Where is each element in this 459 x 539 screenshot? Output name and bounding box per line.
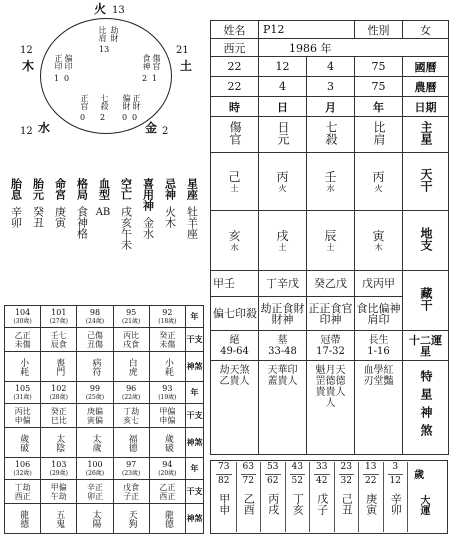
twelve-month-range: 17-32: [316, 345, 345, 357]
decade-luck-col: [335, 462, 360, 532]
wheel-inner-jiecai: 劫財: [110, 26, 119, 42]
wheel-inner-shangguan: 傷官: [152, 54, 161, 70]
decade-pillar: 丙戌: [266, 493, 280, 515]
info-minggong: 命宮 庚寅: [53, 178, 67, 228]
luck-shensha-cell: 小耗: [5, 352, 41, 382]
annual-luck-table: [4, 305, 204, 534]
wheel-water-count: 12: [20, 126, 33, 137]
twelve-hour-range: 49-64: [220, 345, 249, 357]
luck-year-cell: 92 (18歲): [149, 306, 185, 328]
info-xuexing: 血型 AB: [95, 178, 111, 218]
branch-month: 辰: [324, 228, 337, 243]
info-taixi: 胎息 辛卯: [9, 178, 23, 228]
luck-year-cell: 100 (26歲): [77, 458, 113, 480]
wheel-inner-shishen: 食神: [142, 54, 151, 70]
wheel-inner-zhengyin: 正印: [54, 54, 63, 70]
luck-ganzhi-cell: 壬七 辰食: [41, 328, 77, 352]
decade-luck-col: [359, 462, 384, 532]
age-divider: [216, 474, 232, 475]
decade-pillar: 甲申: [217, 493, 231, 515]
decade-age-start: 3: [392, 462, 399, 472]
wheel-inner-shangguan-count: 1: [152, 74, 158, 83]
col-year: 年: [355, 97, 403, 117]
bazi-chart-table: [210, 20, 449, 455]
decade-pillar: 丁亥: [291, 493, 305, 515]
age-divider: [314, 474, 330, 475]
stem-year-element: 火: [374, 183, 383, 193]
row-label-ganzhi: 干支: [186, 328, 204, 352]
decade-age-end: 12: [389, 476, 401, 486]
age-divider: [290, 474, 306, 475]
luck-shensha-cell: 天狗: [113, 504, 149, 534]
decade-luck-col: [261, 462, 286, 532]
luck-ganzhi-cell: 戊食 子正: [113, 480, 149, 504]
gender-value: 女: [403, 21, 449, 39]
col-day: 日: [259, 97, 307, 117]
decade-luck-label-top: 歲: [414, 470, 424, 481]
luck-shensha-cell: 小耗: [149, 352, 185, 382]
age-divider: [339, 474, 355, 475]
luck-year-cell: 106 (32歲): [5, 458, 41, 480]
luck-year-cell: 105 (31歲): [5, 382, 41, 404]
luck-year-cell: 104 (30歲): [5, 306, 41, 328]
decade-age-start: 53: [267, 462, 279, 472]
main-star-hour: 傷官: [228, 121, 242, 145]
sub-star-year: 食比偏神肩印: [355, 297, 403, 331]
lunar-month: 3: [307, 77, 355, 97]
wheel-metal-count: 2: [162, 126, 169, 137]
wheel-metal-label: 金: [145, 121, 158, 135]
luck-year-cell: 103 (29歲): [41, 458, 77, 480]
luck-shensha-cell: 歲破: [149, 428, 185, 458]
lunar-hour: 22: [211, 77, 259, 97]
wheel-inner-pianyin: 偏印: [64, 54, 73, 70]
gender-label: 性別: [355, 21, 403, 39]
solar-hour: 22: [211, 57, 259, 77]
luck-year-cell: 101 (27歲): [41, 306, 77, 328]
branch-day-element: 土: [278, 242, 287, 252]
decade-age-end: 42: [316, 476, 328, 486]
decade-age-start: 63: [242, 462, 254, 472]
wheel-inner-qisha-count: 2: [100, 113, 106, 122]
wheel-inner-zhengcai-count: 0: [132, 113, 138, 122]
gods-month: 魁月天罡德德貴貴人人: [315, 365, 346, 409]
info-xingzuo: 星座 牡羊座: [185, 178, 199, 239]
wheel-wood-label: 木: [22, 59, 35, 73]
branch-year: 寅: [372, 228, 385, 243]
luck-ganzhi-cell: 庚偏 寅偏: [77, 404, 113, 428]
wheel-inner-piancai: 偏財: [122, 94, 131, 110]
decade-pillar: 己丑: [340, 493, 354, 515]
wheel-inner-zhengguan: 正官: [80, 94, 89, 110]
decade-age-end: 22: [365, 476, 377, 486]
twelve-hour-name: 絕: [229, 334, 240, 346]
luck-ganzhi-cell: 丁劫 酉正: [5, 480, 41, 504]
luck-ganzhi-cell: 己傷 丑傷: [77, 328, 113, 352]
wheel-inner-shishen-count: 2: [142, 74, 148, 83]
col-month: 月: [307, 97, 355, 117]
solar-month: 4: [307, 57, 355, 77]
luck-ganzhi-cell: 癸正 未傷: [149, 328, 185, 352]
luck-year-cell: 93 (19歲): [149, 382, 185, 404]
decade-luck-col: [286, 462, 311, 532]
hidden-hour: 甲壬: [211, 271, 259, 297]
wheel-inner-zhengguan-count: 0: [80, 113, 86, 122]
stem-day-element: 火: [278, 183, 287, 193]
stem-hour: 己: [228, 169, 241, 184]
stem-day: 丙: [276, 169, 289, 184]
stem-month-element: 水: [326, 183, 335, 193]
age-divider: [241, 474, 257, 475]
luck-year-cell: 102 (28歲): [41, 382, 77, 404]
luck-shensha-cell: 白虎: [113, 352, 149, 382]
row-label-year: 年: [186, 382, 204, 404]
wheel-inner-bijian-count: 13: [99, 45, 110, 54]
gods-label: 特星神煞: [419, 370, 433, 442]
decade-pillar: 辛卯: [389, 493, 403, 515]
luck-ganzhi-cell: 辛正 卯正: [77, 480, 113, 504]
decade-age-end: 32: [340, 476, 352, 486]
wheel-inner-bijian: 比肩: [98, 26, 107, 42]
luck-shensha-cell: 太陰: [41, 428, 77, 458]
stem-label: 天干: [419, 168, 433, 192]
decade-age-end: 82: [218, 476, 230, 486]
luck-year-cell: 96 (22歲): [113, 382, 149, 404]
main-star-day: 日元: [276, 121, 290, 145]
luck-ganzhi-cell: 丙比 申偏: [5, 404, 41, 428]
luck-ganzhi-cell: 乙正 酉正: [149, 480, 185, 504]
decade-age-start: 33: [316, 462, 328, 472]
gods-day: 天華印蓋貴人: [267, 365, 298, 387]
hidden-year: 戊丙甲: [355, 271, 403, 297]
twelve-label: 十二運星: [403, 331, 449, 361]
luck-ganzhi-cell: 甲偏 午劫: [41, 480, 77, 504]
luck-year-cell: 98 (24歲): [77, 306, 113, 328]
decade-pillar: 庚寅: [364, 493, 378, 515]
lunar-year: 75: [355, 77, 403, 97]
decade-pillar: 乙酉: [242, 493, 256, 515]
luck-shensha-cell: 福德: [113, 428, 149, 458]
age-divider: [363, 474, 379, 475]
twelve-day-name: 墓: [277, 334, 288, 346]
branch-hour-element: 水: [230, 242, 239, 252]
wheel-fire-label: 火: [94, 2, 107, 16]
info-kongwang: 空亡 戌亥午未: [119, 178, 133, 250]
row-label-shensha: 神煞: [186, 428, 204, 458]
stem-hour-element: 土: [230, 183, 239, 193]
twelve-year-range: 1-16: [367, 345, 390, 357]
decade-luck-label: 大運: [418, 495, 429, 515]
row-label-shensha: 神煞: [186, 504, 204, 534]
luck-shensha-cell: 龍德: [149, 504, 185, 534]
stem-year: 丙: [372, 169, 385, 184]
wheel-inner-qisha: 七殺: [100, 94, 109, 110]
row-label-ganzhi: 干支: [186, 480, 204, 504]
sub-star-day: 劫正食財財神: [259, 297, 307, 331]
luck-year-cell: 99 (25歲): [77, 382, 113, 404]
branch-hour: 亥: [228, 228, 241, 243]
hidden-month: 癸乙戊: [307, 271, 355, 297]
decade-luck-col: [237, 462, 262, 532]
branch-label: 地支: [419, 227, 433, 251]
gods-year: 血學紅刃堂豔: [363, 365, 394, 387]
western-label: 西元: [211, 39, 259, 57]
hidden-label: 藏干: [419, 287, 433, 311]
wheel-inner-pianyin-count: 0: [64, 74, 70, 83]
wheel-water-label: 水: [38, 121, 51, 135]
wheel-wood-count: 12: [20, 45, 33, 56]
main-star-year: 比肩: [372, 121, 386, 145]
lunar-label: 農曆: [403, 77, 449, 97]
age-divider: [388, 474, 404, 475]
decade-age-start: 23: [340, 462, 352, 472]
wheel-inner-zhengcai: 正財: [132, 94, 141, 110]
decade-age-end: 52: [291, 476, 303, 486]
solar-year: 75: [355, 57, 403, 77]
luck-year-cell: 94 (20歲): [149, 458, 185, 480]
luck-shensha-cell: 太歲: [77, 428, 113, 458]
sub-star-hour: 偏七印殺: [211, 297, 259, 331]
luck-shensha-cell: 太陽: [77, 504, 113, 534]
col-date-label: 日期: [403, 97, 449, 117]
stem-month: 壬: [324, 169, 337, 184]
name-label: 姓名: [211, 21, 259, 39]
main-star-label: 主星: [419, 121, 433, 145]
decade-age-start: 73: [218, 462, 230, 472]
wheel-earth-count: 21: [176, 45, 189, 56]
name-value: P12: [259, 21, 355, 39]
decade-age-end: 72: [242, 476, 254, 486]
row-label-shensha: 神煞: [186, 352, 204, 382]
luck-ganzhi-cell: 乙正 未傷: [5, 328, 41, 352]
wheel-earth-label: 土: [180, 59, 193, 73]
luck-year-cell: 95 (21歲): [113, 306, 149, 328]
luck-ganzhi-cell: 甲偏 申偏: [149, 404, 185, 428]
wheel-inner-piancai-count: 0: [122, 113, 128, 122]
info-xiyongshen: 喜用神 金水: [141, 178, 155, 239]
luck-shensha-cell: 歲破: [5, 428, 41, 458]
sub-star-month: 正正食官印神: [307, 297, 355, 331]
solar-day: 12: [259, 57, 307, 77]
decade-luck-col: [384, 462, 409, 532]
twelve-day-range: 33-48: [268, 345, 297, 357]
decade-age-start: 13: [365, 462, 377, 472]
branch-day: 戌: [276, 228, 289, 243]
branch-month-element: 土: [326, 242, 335, 252]
wheel-fire-count: 13: [112, 5, 125, 16]
luck-ganzhi-cell: 癸正 巳比: [41, 404, 77, 428]
luck-shensha-cell: 喪門: [41, 352, 77, 382]
decade-pillar: 戊子: [315, 493, 329, 515]
luck-shensha-cell: 病符: [77, 352, 113, 382]
info-geju: 格局 食神格: [75, 178, 89, 239]
hidden-day: 丁辛戊: [259, 271, 307, 297]
row-label-year: 年: [186, 458, 204, 480]
decade-age-end: 62: [267, 476, 279, 486]
decade-luck-col: [212, 462, 237, 532]
luck-shensha-cell: 龍德: [5, 504, 41, 534]
row-label-year: 年: [186, 306, 204, 328]
gods-hour: 劫天煞乙貴人: [219, 365, 250, 387]
luck-year-cell: 97 (23歲): [113, 458, 149, 480]
twelve-month-name: 冠帶: [320, 334, 341, 346]
decade-luck-col: [310, 462, 335, 532]
branch-year-element: 木: [374, 242, 383, 252]
solar-label: 國曆: [403, 57, 449, 77]
decade-age-start: 43: [291, 462, 303, 472]
main-star-month: 七殺: [324, 121, 338, 145]
western-year: 1986 年: [259, 39, 449, 57]
info-jishen: 忌神 火木: [163, 178, 177, 228]
luck-ganzhi-cell: 丁劫 亥七: [113, 404, 149, 428]
lunar-day: 4: [259, 77, 307, 97]
luck-shensha-cell: 五鬼: [41, 504, 77, 534]
info-taiyuan: 胎元 癸丑: [31, 178, 45, 228]
age-divider: [265, 474, 281, 475]
row-label-ganzhi: 干支: [186, 404, 204, 428]
wheel-inner-zhengyin-count: 1: [54, 74, 60, 83]
col-hour: 時: [211, 97, 259, 117]
luck-ganzhi-cell: 丙比 戌食: [113, 328, 149, 352]
twelve-year-name: 長生: [368, 334, 389, 346]
